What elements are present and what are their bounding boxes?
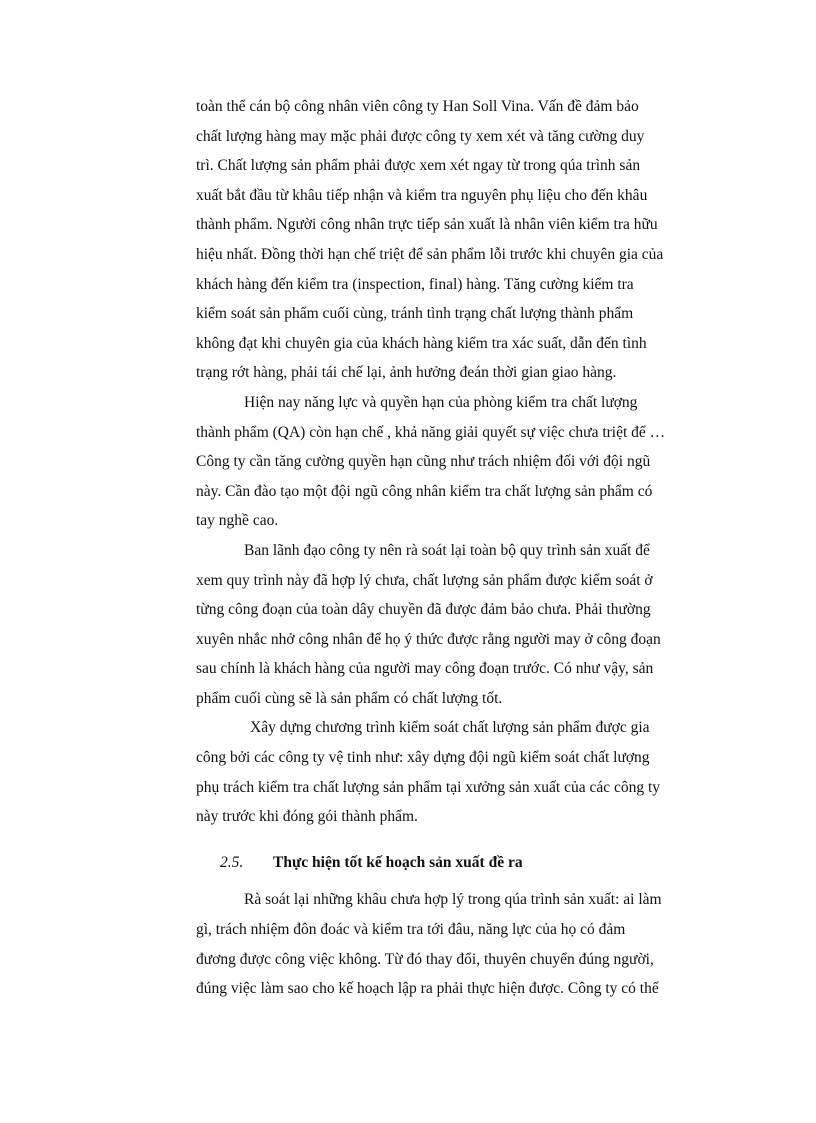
section-number: 2.5. [220,853,244,871]
section-heading [220,848,744,878]
body-text [196,92,744,1004]
paragraph-production-plan: Rà soát lại những khâu chưa hợp lý trong qúa trình sản xuất: ai làm gì, trách nhiệm đôn đoác và kiểm tra tới đâu, năng lực của họ có đảm đương được công việc không. Từ đó thay đổi, thuyên chuyển đúng người, đúng việc làm sao cho kế hoạch lập ra phải thực hiện được. Công ty có thể [196,891,662,998]
section-title: Thực hiện tốt kế hoạch sản xuất đề ra [273,853,523,871]
paragraph-quality-assurance: toàn thể cán bộ công nhân viên công ty Han Soll Vina. Vấn đề đảm bảo chất lượng hàng may mặc phải được công ty xem xét và tăng cường duy trì. Chất lượng sản phẩm phải được xem xét ngay từ trong qúa trình sản xuất bắt đầu từ khâu tiếp nhận và kiểm tra nguyên phụ liệu cho đến khâu thành phẩm. Người công nhân trực tiếp sản xuất là nhân viên kiểm tra hữu hiệu nhất. Đồng thời hạn chế triệt để sản phẩm lỗi trước khi chuyên gia của khách hàng đến kiểm tra (inspection, final) hàng. Tăng cường kiểm tra kiểm soát sản phẩm cuối cùng, tránh tình trạng chất lượng thành phẩm không đạt khi chuyên gia của khách hàng kiểm tra xác suất, dẫn đến tình trạng rớt hàng, phải tái chế lại, ảnh hưởng đeán thời gian giao hàng. [196,98,664,382]
paragraph-subcontractor-control: Xây dựng chương trình kiểm soát chất lượng sản phẩm được gia công bởi các công ty vệ tinh như: xây dựng đội ngũ kiểm soát chất lượng phụ trách kiểm tra chất lượng sản phẩm tại xưởng sản xuất của các công ty này trước khi đóng gói thành phẩm. [196,719,661,826]
paragraph-management-review: Ban lãnh đạo công ty nên rà soát lại toàn bộ quy trình sản xuất để xem quy trình này đã hợp lý chưa, chất lượng sản phẩm được kiểm soát ở từng công đoạn của toàn dây chuyền đã được đảm bảo chưa. Phải thường xuyên nhắc nhở công nhân để họ ý thức được rằng người may ở công đoạn sau chính là khách hàng của người may công đoạn trước. Có như vậy, sản phẩm cuối cùng sẽ là sản phẩm có chất lượng tốt. [196,541,661,707]
paragraph-qa-department: Hiện nay năng lực và quyền hạn của phòng kiểm tra chất lượng thành phẩm (QA) còn hạn chế , khả năng giải quyết sự việc chưa triệt để … Công ty cần tăng cường quyền hạn cũng như trách nhiệm đối với đội ngũ này. Cần đào tạo một đội ngũ công nhân kiểm tra chất lượng sản phẩm có tay nghề cao. [196,393,666,530]
